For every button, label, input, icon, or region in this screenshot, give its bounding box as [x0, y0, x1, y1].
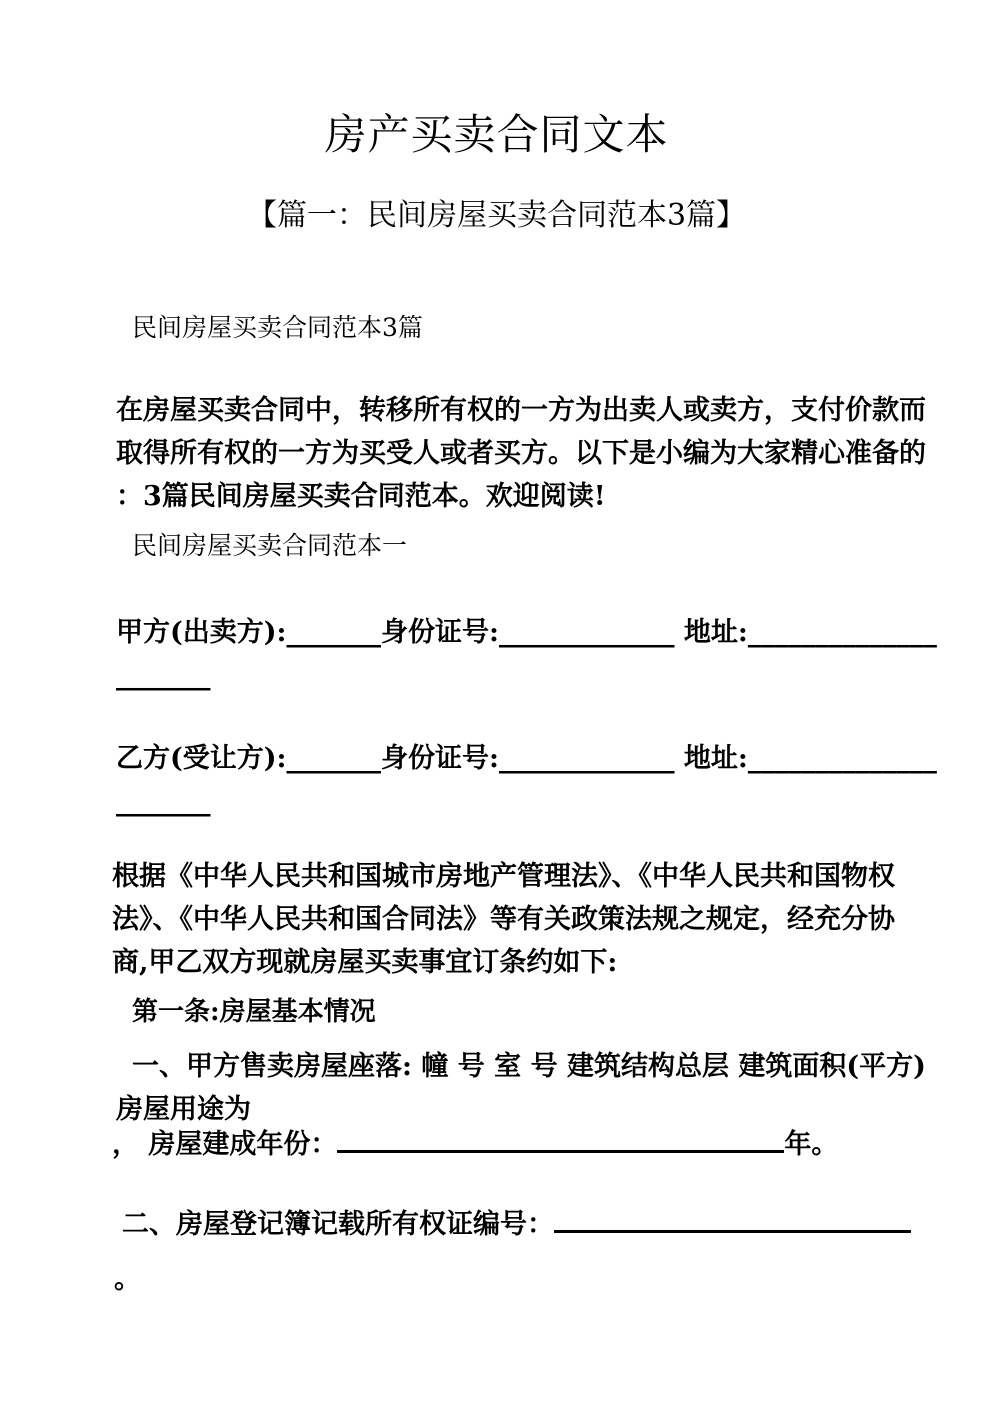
paragraph-line: 根据《中华人民共和国城市房地产管理法》、《中华人民共和国物权 [112, 861, 895, 892]
party-a-blank-continuation: _______ [116, 660, 211, 691]
paragraph-line: 房屋用途为 [116, 1094, 251, 1125]
party-a-fill-row [116, 611, 937, 697]
build-year-suffix: 年。 [784, 1129, 839, 1160]
blank-fill-line [337, 1126, 784, 1153]
party-b-fill-row [116, 737, 937, 823]
section-heading: 【篇一：民间房屋买卖合同范本3篇】 [246, 198, 747, 233]
blank-fill-line [554, 1206, 911, 1233]
legal-basis-paragraph [112, 855, 895, 984]
subheading-sample-list: 民间房屋买卖合同范本3篇 [132, 313, 423, 342]
paragraph-line: 商,甲乙双方现就房屋买卖事宜订条约如下: [112, 947, 618, 978]
trailing-period: 。 [114, 1264, 141, 1295]
cert-number-fill-row [122, 1203, 882, 1246]
subheading-sample-one: 民间房屋买卖合同范本一 [132, 531, 408, 560]
cert-number-label: 二、房屋登记簿记载所有权证编号： [122, 1209, 554, 1240]
page-title: 房产买卖合同文本 [324, 110, 669, 159]
intro-paragraph [116, 389, 926, 518]
paragraph-line: 取得所有权的一方为买受人或者买方。以下是小编为大家精心准备的 [116, 438, 926, 469]
article-1-heading: 第一条:房屋基本情况 [132, 997, 376, 1027]
paragraph-line: 在房屋买卖合同中，转移所有权的一方为出卖人或卖方，支付价款而 [116, 395, 926, 426]
build-year-fill-row [112, 1123, 872, 1166]
party-a-line: 甲方(出卖方):_______身份证号:_____________ 地址:______________ [116, 617, 937, 648]
party-b-blank-continuation: _______ [116, 786, 211, 817]
paragraph-line: 法》、《中华人民共和国合同法》等有关政策法规之规定，经充分协 [112, 904, 895, 935]
clause-1-paragraph [116, 1045, 926, 1131]
paragraph-line: 一、甲方售卖房屋座落: 幢 号 室 号 建筑结构总层 建筑面积(平方) [132, 1051, 926, 1082]
build-year-label: ， 房屋建成年份： [112, 1129, 338, 1160]
paragraph-line: ：3篇民间房屋买卖合同范本。欢迎阅读! [116, 481, 606, 512]
party-b-line: 乙方(受让方):_______身份证号:_____________ 地址:______________ [116, 743, 937, 774]
